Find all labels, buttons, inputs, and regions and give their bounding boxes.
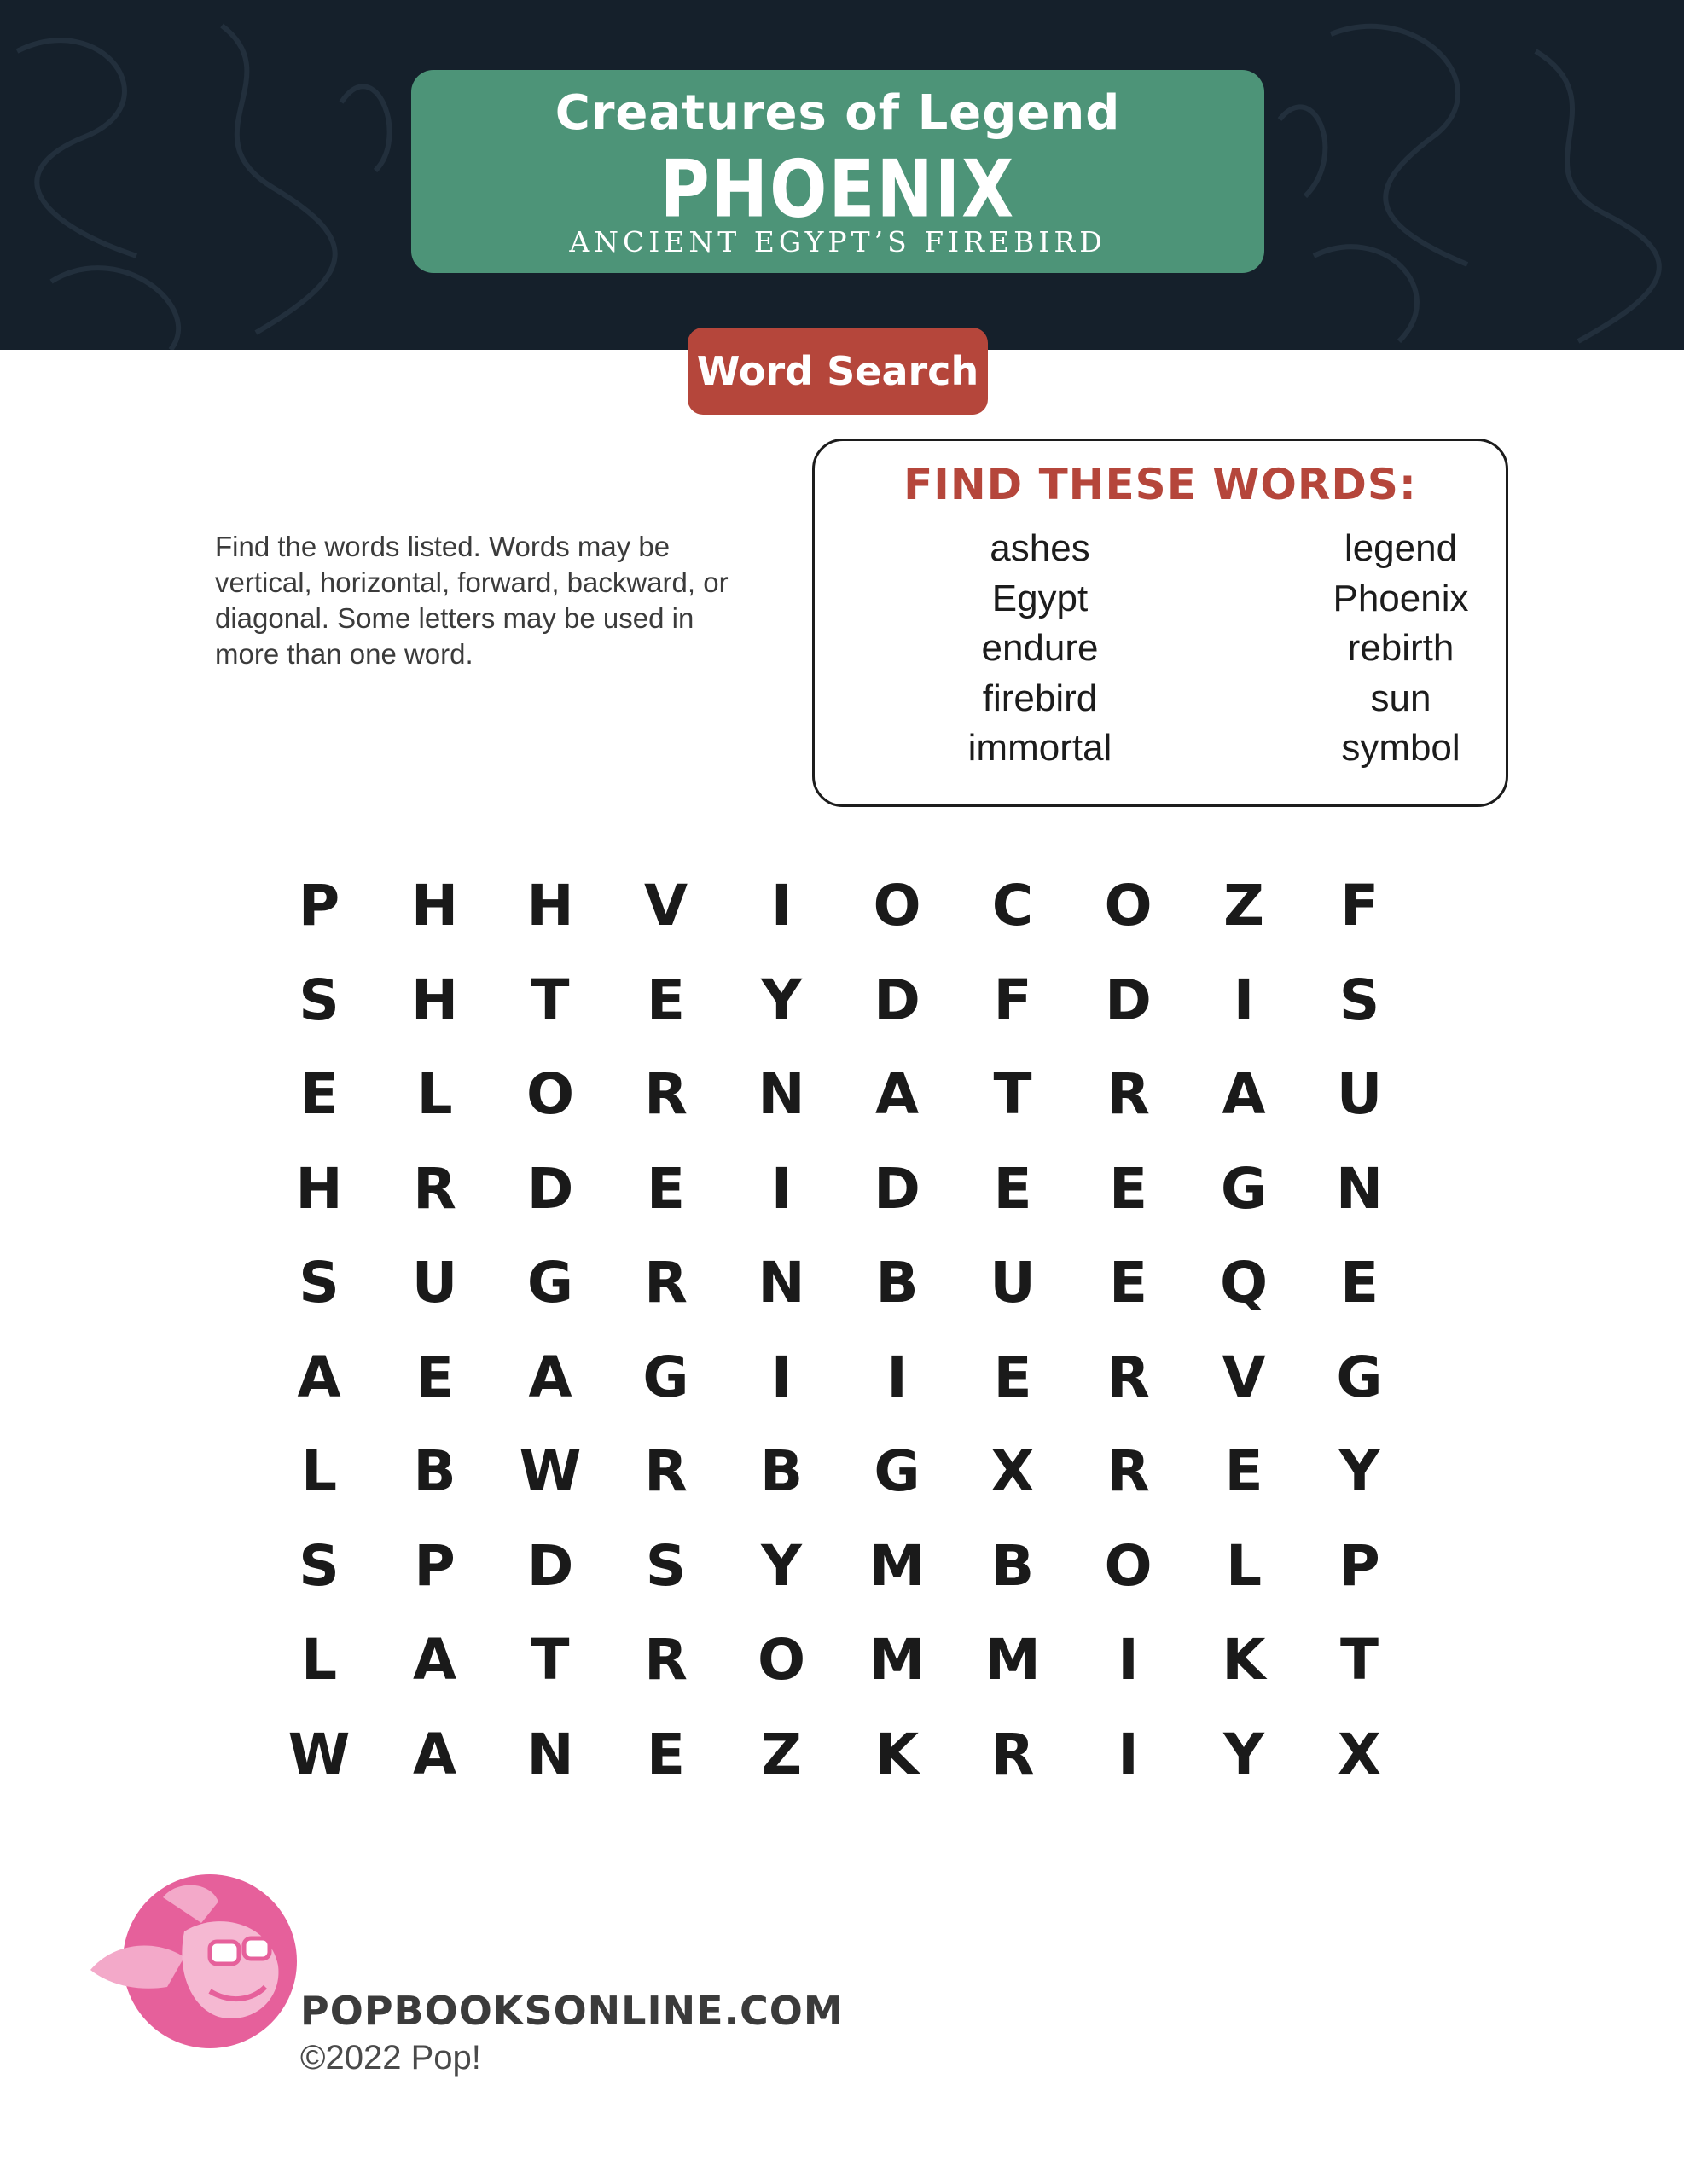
grid-letter: G — [1220, 1155, 1268, 1222]
grid-letter: D — [526, 1532, 574, 1599]
grid-letter: Q — [1219, 1250, 1269, 1316]
grid-letter: B — [990, 1532, 1035, 1599]
grid-letter: N — [1335, 1155, 1384, 1222]
grid-letter: T — [1339, 1627, 1379, 1693]
grid-letter: I — [770, 1155, 793, 1222]
grid-letter: M — [984, 1627, 1041, 1693]
grid-letter: L — [300, 1438, 338, 1504]
grid-letter: E — [1339, 1250, 1379, 1316]
grid-letter: R — [1106, 1438, 1150, 1504]
grid-letter: Y — [1223, 1721, 1264, 1787]
grid-letter: E — [993, 1155, 1032, 1222]
grid-letter: P — [1338, 1532, 1380, 1599]
grid-letter: T — [531, 967, 570, 1033]
grid-letter: D — [526, 1155, 574, 1222]
grid-letter: K — [874, 1721, 920, 1787]
grid-letter: P — [298, 873, 340, 938]
grid-letter: R — [1106, 1061, 1150, 1127]
grid-letter: N — [758, 1061, 805, 1127]
grid-letter: A — [297, 1344, 341, 1410]
grid-letter: I — [770, 1344, 793, 1410]
grid-letter: H — [295, 1155, 343, 1222]
word-item: Egypt — [991, 577, 1089, 619]
grid-letter: V — [643, 873, 688, 938]
grid-letter: X — [1338, 1721, 1381, 1787]
grid-letter: N — [526, 1721, 574, 1787]
grid-letter: S — [299, 967, 340, 1033]
grid-letter: B — [875, 1250, 919, 1316]
grid-letter: B — [413, 1438, 456, 1504]
grid-letter: E — [646, 1155, 686, 1222]
word-item: immortal — [967, 727, 1112, 769]
grid-letter: R — [1106, 1344, 1150, 1410]
grid-letter: Z — [761, 1721, 802, 1787]
grid-letter: I — [1118, 1721, 1139, 1787]
grid-letter: D — [874, 1155, 920, 1222]
grid-letter: E — [1108, 1250, 1148, 1316]
grid-letter: C — [991, 873, 1034, 938]
copyright-text: ©2022 Pop! — [300, 2039, 481, 2077]
grid-letter: Y — [761, 967, 802, 1033]
grid-letter: T — [531, 1627, 570, 1693]
grid-letter: F — [993, 967, 1032, 1033]
series-title: Creatures of Legend — [555, 85, 1121, 141]
grid-letter: I — [770, 873, 793, 938]
grid-letter: H — [410, 967, 459, 1033]
grid-letter: I — [886, 1344, 908, 1410]
grid-letter: L — [1225, 1532, 1263, 1599]
grid-letter: D — [1105, 967, 1152, 1033]
grid-letter: E — [415, 1344, 455, 1410]
grid-letter: I — [1118, 1627, 1139, 1693]
grid-letter: A — [412, 1721, 457, 1787]
grid-letter: E — [299, 1061, 339, 1127]
grid-letter: R — [644, 1627, 688, 1693]
grid-letter: T — [993, 1061, 1032, 1127]
word-item: legend — [1344, 527, 1458, 569]
grid-letter: N — [758, 1250, 805, 1316]
grid-letter: Z — [1223, 873, 1264, 938]
grid-letter: G — [642, 1344, 689, 1410]
grid-letter: O — [1104, 873, 1153, 938]
grid-letter: I — [1233, 967, 1255, 1033]
grid-letter: O — [873, 873, 921, 938]
word-item: Phoenix — [1333, 577, 1469, 619]
section-tab: Word Search — [688, 328, 988, 415]
grid-letter: E — [1108, 1155, 1148, 1222]
grid-letter: G — [874, 1438, 920, 1504]
grid-letter: R — [990, 1721, 1035, 1787]
grid-letter: E — [993, 1344, 1032, 1410]
grid-letter: M — [868, 1627, 926, 1693]
grid-letter: U — [411, 1250, 458, 1316]
grid-letter: A — [874, 1061, 920, 1127]
grid-letter: O — [526, 1061, 575, 1127]
word-item: endure — [981, 627, 1099, 669]
grid-letter: W — [287, 1721, 351, 1787]
grid-letter: V — [1222, 1344, 1266, 1410]
word-item: ashes — [990, 527, 1090, 569]
grid-letter: L — [416, 1061, 453, 1127]
grid-letter: Y — [1338, 1438, 1380, 1504]
grid-letter: G — [526, 1250, 574, 1316]
grid-letter: D — [874, 967, 920, 1033]
grid-letter: W — [519, 1438, 582, 1504]
page-title: PHOENIX — [659, 142, 1016, 235]
grid-letter: A — [528, 1344, 572, 1410]
site-url: POPBOOKSONLINE.COM — [300, 1988, 844, 2034]
grid-letter: O — [757, 1627, 806, 1693]
word-item: firebird — [982, 677, 1098, 719]
grid-letter: S — [1338, 967, 1380, 1033]
grid-letter: G — [1336, 1344, 1383, 1410]
grid-letter: R — [644, 1250, 688, 1316]
grid-letter: R — [413, 1155, 456, 1222]
grid-letter: B — [759, 1438, 804, 1504]
grid-letter: H — [410, 873, 459, 938]
grid-letter: M — [868, 1532, 926, 1599]
grid-letter: S — [645, 1532, 687, 1599]
word-item: symbol — [1341, 727, 1460, 769]
page-subtitle: ANCIENT EGYPT’S FIREBIRD — [569, 225, 1106, 258]
grid-letter: O — [1104, 1532, 1153, 1599]
instructions-text: Find the words listed. Words may be vertical, horizontal, forward, backward, or diagonal. Some letters may be used in more than one word. — [215, 531, 729, 670]
grid-letter: U — [990, 1250, 1036, 1316]
grid-letter: X — [990, 1438, 1035, 1504]
word-item: rebirth — [1347, 627, 1455, 669]
grid-letter: E — [1224, 1438, 1263, 1504]
word-list-title: FIND THESE WORDS: — [903, 460, 1417, 509]
grid-letter: A — [1222, 1061, 1266, 1127]
grid-letter: R — [644, 1438, 688, 1504]
pop-mascot-logo-icon — [82, 1872, 304, 2051]
grid-letter: E — [646, 967, 686, 1033]
grid-letter: K — [1222, 1627, 1266, 1693]
word-item: sun — [1370, 677, 1431, 719]
grid-letter: Y — [761, 1532, 802, 1599]
grid-letter: F — [1339, 873, 1379, 938]
grid-letter: U — [1336, 1061, 1383, 1127]
grid-letter: L — [300, 1627, 338, 1693]
grid-letter: H — [526, 873, 574, 938]
grid-letter: A — [412, 1627, 457, 1693]
grid-letter: S — [299, 1250, 340, 1316]
grid-letter: S — [299, 1532, 340, 1599]
grid-letter: E — [646, 1721, 686, 1787]
grid-letter: R — [644, 1061, 688, 1127]
grid-letter: P — [414, 1532, 456, 1599]
